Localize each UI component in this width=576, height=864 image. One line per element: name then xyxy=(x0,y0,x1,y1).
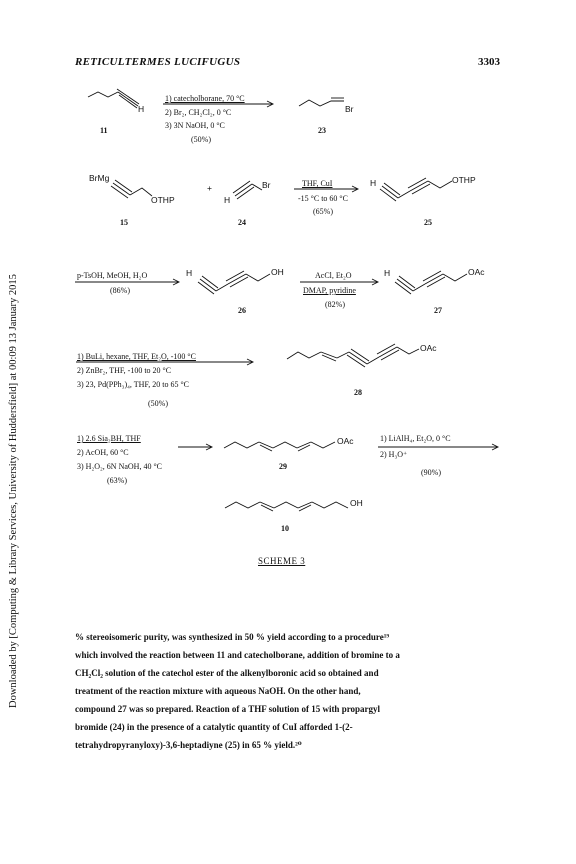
r6-yield: (63%) xyxy=(107,476,127,485)
paragraph-line: CH₂Cl₂ solution of the catechol ester of the alkenylboronic acid so obtained and xyxy=(75,668,379,678)
r6-condition-2: 2) AcOH, 60 °C xyxy=(77,448,129,457)
group-H-26: H xyxy=(186,268,193,278)
arrow-r6 xyxy=(178,444,212,450)
structure-10 xyxy=(225,502,348,511)
structure-26 xyxy=(198,271,270,294)
paragraph-line: compound 27 was so prepared. Reaction of a THF solution of 15 with propargyl xyxy=(75,704,381,714)
compound-label-29: 29 xyxy=(279,462,287,471)
group-BrMg-15: BrMg xyxy=(89,173,110,183)
group-OAc-28: OAc xyxy=(420,343,437,353)
group-H-25: H xyxy=(370,178,377,188)
plus-sign: + xyxy=(207,183,212,193)
page-number: 3303 xyxy=(478,56,500,68)
structure-28 xyxy=(287,344,419,367)
running-title: RETICULTERMES LUCIFUGUS xyxy=(75,56,241,68)
group-OH-10: OH xyxy=(350,498,363,508)
r4-yield: (82%) xyxy=(325,300,345,309)
r5-condition-3: 3) 23, Pd(PPh₃)₄, THF, 20 to 65 °C xyxy=(77,380,190,389)
r4-condition-2: DMAP, pyridine xyxy=(303,286,356,295)
paragraph-line: bromide (24) in the presence of a catalytic quantity of CuI afforded 1-(2- xyxy=(75,722,353,732)
compound-label-11: 11 xyxy=(100,126,108,135)
compound-label-28: 28 xyxy=(354,388,362,397)
r3-yield: (86%) xyxy=(110,286,130,295)
r6-condition-3: 3) H₂O₂, 6N NaOH, 40 °C xyxy=(77,462,162,471)
download-watermark: Downloaded by [Computing & Library Services, University of Huddersfield] at 00:09 13 January 2015 xyxy=(8,274,19,708)
structure-23 xyxy=(299,98,344,106)
group-H-11: H xyxy=(138,104,145,114)
r6-condition-1: 1) 2.6 Sia₂BH, THF xyxy=(77,434,141,443)
group-OAc-27: OAc xyxy=(468,267,485,277)
structure-15 xyxy=(111,180,152,198)
body-paragraph xyxy=(75,628,505,754)
r5-condition-2: 2) ZnBr₂, THF, -100 to 20 °C xyxy=(77,366,172,375)
r1-yield: (50%) xyxy=(191,135,211,144)
compound-label-25: 25 xyxy=(424,218,432,227)
structure-11 xyxy=(88,89,139,108)
structure-29 xyxy=(224,442,335,451)
group-OTHP-15: OTHP xyxy=(151,195,175,205)
paragraph-line: % stereoisomeric purity, was synthesized in 50 % yield according to a procedure¹⁹ xyxy=(75,632,390,642)
group-OTHP-25: OTHP xyxy=(452,175,476,185)
scheme-caption: SCHEME 3 xyxy=(258,556,306,566)
compound-label-26: 26 xyxy=(238,306,246,315)
r1-condition-3: 3) 3N NaOH, 0 °C xyxy=(165,121,225,130)
r1-condition-2: 2) Br₂, CH₂Cl₂, 0 °C xyxy=(165,108,232,117)
paragraph-line: treatment of the reaction mixture with aqueous NaOH. On the other hand, xyxy=(75,686,361,696)
compound-label-24: 24 xyxy=(238,218,246,227)
paragraph-line: tetrahydropyranyloxy)-3,6-heptadiyne (25) in 65 % yield.²⁰ xyxy=(75,740,302,750)
group-H-27: H xyxy=(384,268,391,278)
r1-condition-1: 1) catecholborane, 70 °C xyxy=(165,94,245,103)
r7-condition-2: 2) H₃O⁺ xyxy=(380,450,408,459)
group-OH-26: OH xyxy=(271,267,284,277)
compound-label-27: 27 xyxy=(434,306,442,315)
group-Br-24: Br xyxy=(262,180,271,190)
r2-condition-2: -15 °C to 60 °C xyxy=(298,194,348,203)
compound-label-23: 23 xyxy=(318,126,326,135)
compound-label-10: 10 xyxy=(281,524,289,533)
r2-yield: (65%) xyxy=(313,207,333,216)
structure-25 xyxy=(380,178,452,201)
compound-label-15: 15 xyxy=(120,218,128,227)
group-Br-23: Br xyxy=(345,104,354,114)
paragraph-line: which involved the reaction between 11 and catecholborane, addition of bromine to a xyxy=(75,650,400,660)
r2-condition-1: THF, CuI xyxy=(302,179,333,188)
r5-yield: (50%) xyxy=(148,399,168,408)
group-H-24: H xyxy=(224,195,231,205)
r7-condition-1: 1) LiAlH₄, Et₂O, 0 °C xyxy=(380,434,451,443)
structure-27 xyxy=(395,271,467,294)
r4-condition-1: AcCl, Et₂O xyxy=(315,271,352,280)
group-OAc-29: OAc xyxy=(337,436,354,446)
r5-condition-1: 1) BuLi, hexane, THF, Et₂O, -100 °C xyxy=(77,352,196,361)
r7-yield: (90%) xyxy=(421,468,441,477)
structure-24 xyxy=(233,181,262,199)
r3-condition-1: p-TsOH, MeOH, H₂O xyxy=(77,271,148,280)
